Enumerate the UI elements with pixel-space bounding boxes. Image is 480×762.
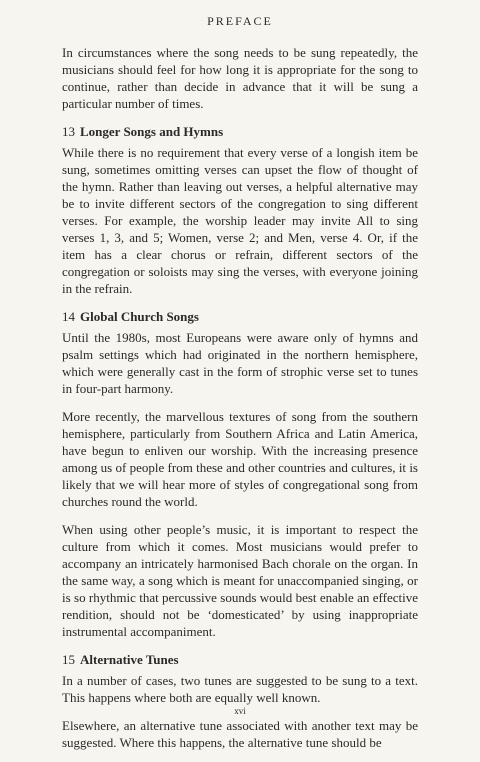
section-number: 15 [62, 652, 75, 667]
page-number: xvi [234, 706, 246, 716]
section-14-paragraph-3: When using other people’s music, it is important to respect the culture from which it comes. Most musicians would prefer to accompany an intricately harmonised Bach chorale on the organ. In the same way, a song which is meant for unaccompanied singing, or is so rhythmic that percussive sounds would best enable an effective rendition, should not be ‘domesticated’ by using inappropriate instrumental accompaniment. [62, 522, 418, 639]
section-14-paragraph-1: Until the 1980s, most Europeans were aware only of hymns and psalm settings which had originated in the northern hemisphere, which were generally cast in the form of strophic verse set to tunes in four-part harmony. [62, 330, 418, 396]
section-15-paragraph-1: In a number of cases, two tunes are suggested to be sung to a text. This happens where both are equally well known. [62, 673, 418, 705]
body-text [62, 44, 418, 762]
section-number: 14 [62, 309, 75, 324]
section-15-heading [62, 651, 418, 668]
section-title: Alternative Tunes [80, 652, 179, 667]
section-13-paragraph-1: While there is no requirement that every verse of a longish item be sung, sometimes omitting verses can upset the flow of thought of the hymn. Rather than leaving out verses, a helpful alternative may be to invite different sectors of the congregation to sing different verses. For example, the worship leader may invite All to sing verses 1, 3, and 5; Women, verse 2; and Men, verse 4. Or, if the item has a clear chorus or refrain, different sectors of the congregation or soloists may sing the verses, with everyone joining in the refrain. [62, 145, 418, 296]
section-title: Global Church Songs [80, 309, 199, 324]
section-15-paragraph-2: Elsewhere, an alternative tune associated with another text may be suggested. Where this happens, the alternative tune should be [62, 718, 418, 750]
running-header: PREFACE [207, 14, 273, 28]
section-title: Longer Songs and Hymns [80, 124, 224, 139]
section-14-paragraph-2: More recently, the marvellous textures of song from the southern hemisphere, particularly from Southern Africa and Latin America, have begun to enliven our worship. With the increasing presence among us of people from these and other countries and cultures, it is likely that we will hear more of styles of congregational song from churches round the world. [62, 409, 418, 509]
intro-paragraph: In circumstances where the song needs to be sung repeatedly, the musicians should feel for how long it is appropriate for the song to continue, rather than decide in advance that it will be sung a particular number of times. [62, 45, 418, 111]
section-number: 13 [62, 124, 75, 139]
section-13-heading [62, 123, 418, 140]
section-14-heading [62, 308, 418, 325]
